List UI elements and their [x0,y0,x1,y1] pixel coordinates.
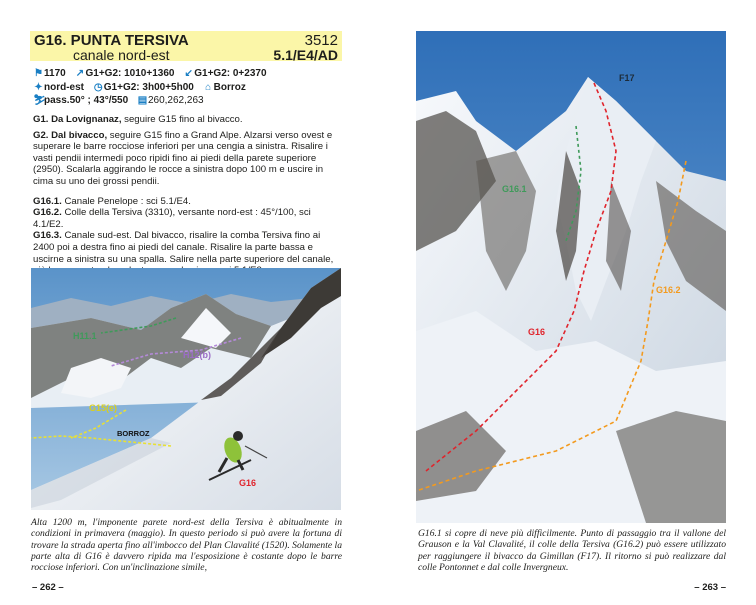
aspect-value: nord-est [44,81,84,93]
label-g16-1: G16.1 [502,184,527,194]
mountain-photo [416,31,726,523]
route-title: G16. PUNTA TERSIVA [34,32,189,49]
label-g16: G16 [239,478,257,488]
route-facts [33,67,343,108]
route-grade: 5.1/E4/AD [273,47,338,63]
skier-photo [31,268,341,510]
variant-lead: G16.2. [33,207,62,219]
right-page [378,0,756,605]
variant-text: Colle della Tersiva (3310), versante nord-est : 45°/100, sci 4.1/E2. [33,207,311,230]
maps-value: 260,262,263 [147,95,204,106]
label-borroz: BORROZ [117,429,150,438]
summit-altitude: 3512 [304,32,338,49]
compass-star-icon: ✦ [34,81,43,93]
route-description [33,114,341,277]
hut-value: Borroz [213,81,246,93]
ski-slope-icon: ⛷ [33,95,46,106]
time-value: G1+G2: 3h00+5h00 [103,81,194,93]
mountain-photo-illustration [416,31,726,523]
skier-photo-illustration [31,268,341,510]
hut-icon: ⌂ [205,81,212,93]
route-header [30,31,342,61]
map-icon: ▤ [137,95,148,106]
label-g16-2: G16.2 [656,285,681,295]
ascent-flag-icon: ⚑ [34,68,43,79]
clock-icon: ◷ [93,81,103,93]
label-g15e: G15(e) [89,403,118,413]
up-right-arrow-icon: ↗ [75,68,85,79]
variant-lead: G16.3. [33,230,62,242]
variant-g16-1 [33,196,341,208]
photo-caption-left: Alta 1200 m, l'imponente parete nord-est della Tersiva è abitualmente in condizioni in primavera (maggio). In questo periodo si può avere la fortuna di trovare la strada aperta fino all'imbocco del Plan Clavalité (1520). Solamente la parte alta di G16 è davvero ripida ma l'esposizione è costante dopo le barre rocciose inferiori. Con un'inclinazione simile, [31,517,342,574]
slope-value: pass.50° ; 43°/550 [44,95,129,106]
label-f17: F17 [619,73,635,83]
route-subtitle: canale nord-est [73,47,170,63]
variant-lead: G16.1. [33,195,62,207]
variant-text: Canale Penelope : sci 5.1/E4. [61,195,191,207]
variant-g16-2 [33,207,341,230]
paragraph-g2 [33,130,341,188]
paragraph-lead: G1. Da Lovignanaz, [33,114,122,125]
ascent-sections: G1+G2: 1010+1360 [85,68,175,79]
paragraph-text: seguire G15 fino a Grand Alpe. Alzarsi verso ovest e superare le barre rocciose inferiori per una cengia a sinistra. Risalire i vasti pendii intermedi poco ripidi fino ai piedi della parete superiore (2950). Scalarla aggirando le rocce a sinistra dopo 100 m e uscire in cima su uno dei grossi pendii. [33,129,333,187]
page-number-right: – 263 – [694,582,726,593]
down-left-arrow-icon: ↙ [184,68,193,79]
label-g16-right: G16 [528,327,546,337]
paragraph-g1 [33,114,341,126]
descent-sections: G1+G2: 0+2370 [194,68,267,79]
ascent-value: 1170 [44,68,66,79]
label-h12b: H12(b) [183,350,212,360]
variant-list [33,196,341,277]
paragraph-lead: G2. Dal bivacco, [33,129,108,141]
paragraph-text: seguire G15 fino al bivacco. [121,114,243,125]
photo-caption-right: G16.1 si copre di neve più difficilmente. Punto di passaggio tra il vallone del Grauson e la Val Clavalité, il colle della Tersiva (G16.2) può essere utilizzato per raggiungere il bivacco da Gimillan (F17). Il ritorno si può realizzare dal colle Pontonnet e dal colle Invergneux. [418,528,726,573]
variant-text: Canale sud-est. Dal bivacco, risalire la comba Tersiva fino ai 2400 poi a destra fino ai piedi del canale. Risalire la parte bassa e uscirne a sinistra su una spalla. Salire nella parte superiore del canale, [33,230,334,265]
label-h11-1: H11.1 [73,331,97,341]
page-number-left: – 262 – [32,582,64,593]
